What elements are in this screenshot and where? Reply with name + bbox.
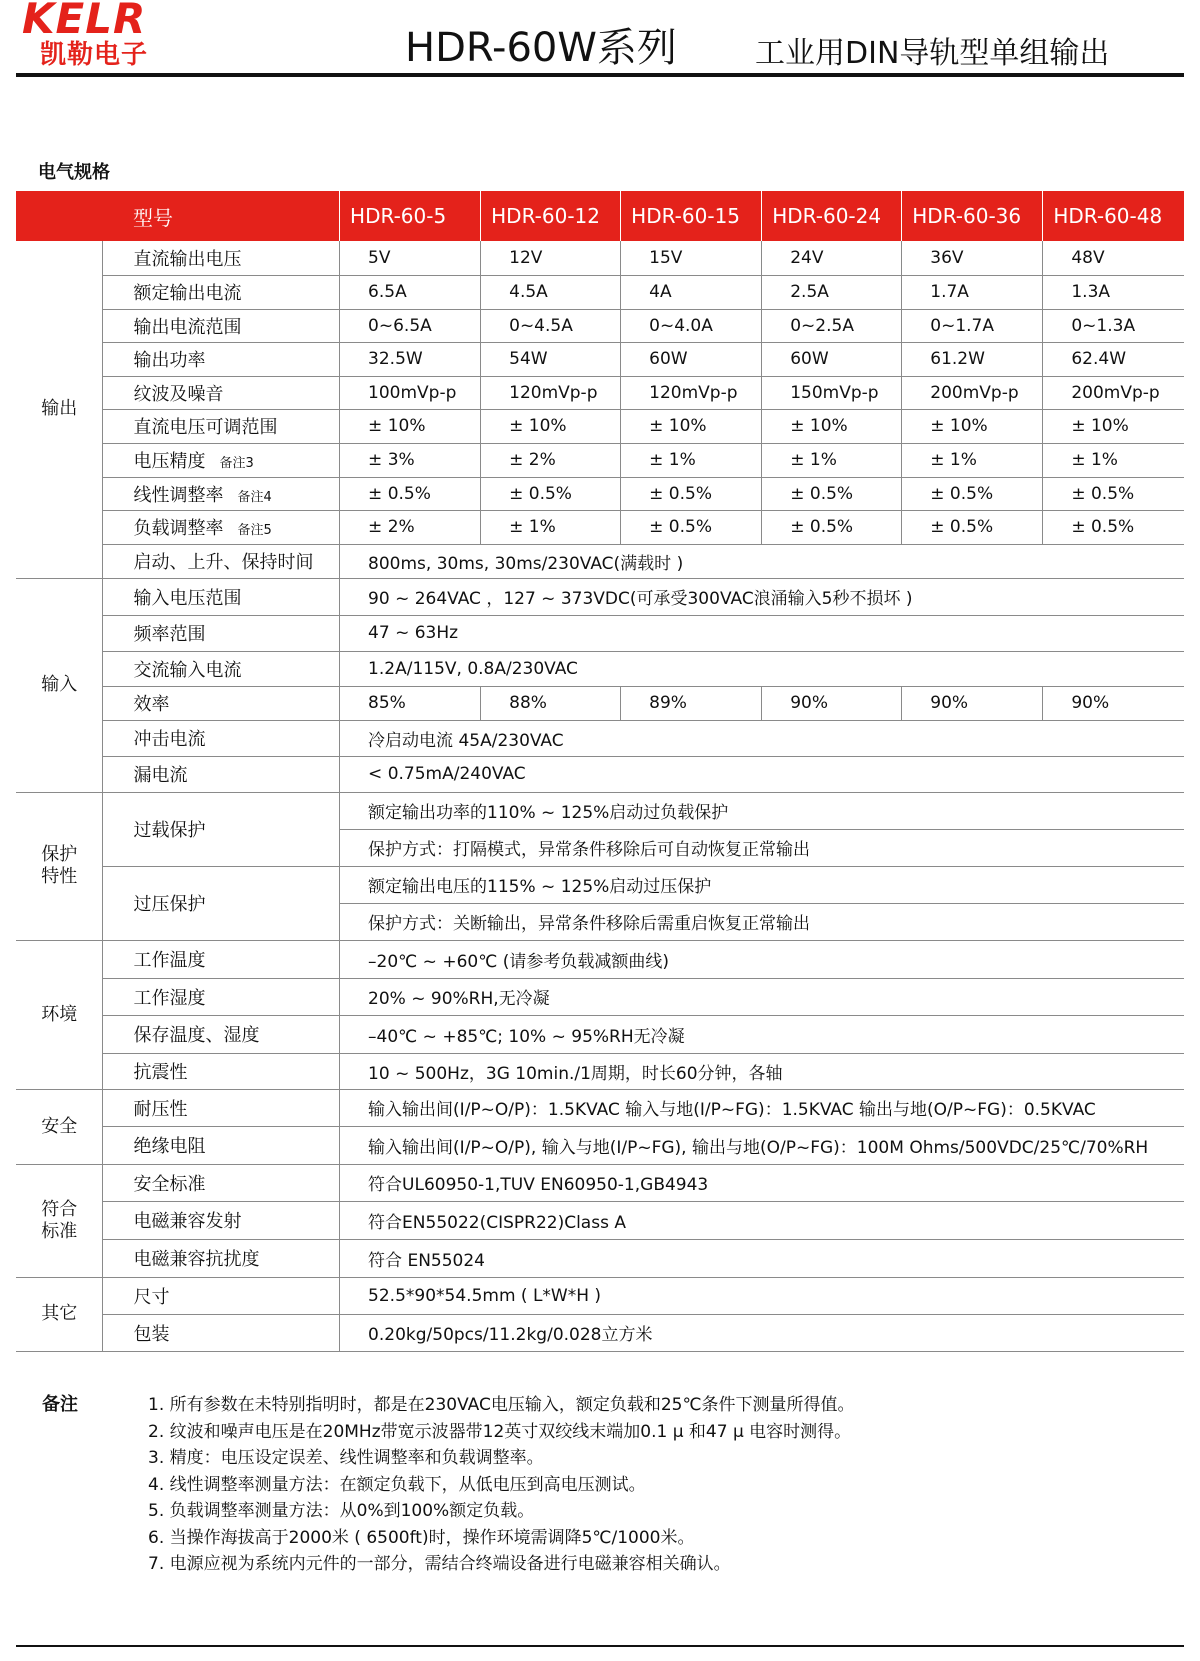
row-label-text: 额定输出电流 xyxy=(133,283,242,304)
value-cell: 54W xyxy=(481,342,621,376)
value-cell: ± 0.5% xyxy=(902,477,1043,510)
header-model-label: 型号 xyxy=(103,191,340,241)
row-label-text: 尺寸 xyxy=(133,1286,170,1308)
value-cell: ± 10% xyxy=(1043,409,1184,443)
value-cell: 2.5A xyxy=(762,275,902,309)
row-label-text: 抗震性 xyxy=(133,1062,188,1083)
header-model-hdr-60-36: HDR-60-36 xyxy=(902,191,1043,241)
row-label xyxy=(103,756,340,792)
page-header xyxy=(0,0,1200,80)
value-cell: ± 2% xyxy=(340,510,481,544)
note-reference: 备注5 xyxy=(237,523,272,538)
row-label xyxy=(103,1164,340,1201)
spanned-value-cell: 800ms, 30ms, 30ms/230VAC(满载时 ) xyxy=(340,544,1184,578)
note-item: 5. 负载调整率测量方法：从0%到100%额定负载。 xyxy=(148,1501,535,1521)
value-cell: 0~6.5A xyxy=(340,309,481,342)
category-cell xyxy=(16,792,103,940)
value-cell: 24V xyxy=(762,241,902,275)
value-cell: 4A xyxy=(621,275,762,309)
table-row xyxy=(16,443,1184,477)
note-item: 7. 电源应视为系统内元件的一部分，需结合终端设备进行电磁兼容相关确认。 xyxy=(148,1554,731,1574)
table-row xyxy=(16,978,1184,1015)
product-series-title: HDR-60W系列 xyxy=(405,25,677,71)
row-label-text: 直流电压可调范围 xyxy=(133,417,278,438)
spanned-value-cell: 0.20kg/50pcs/11.2kg/0.028立方米 xyxy=(340,1314,1184,1351)
value-cell: 0~2.5A xyxy=(762,309,902,342)
table-row xyxy=(16,1089,1184,1126)
table-row xyxy=(16,1277,1184,1314)
note-item: 1. 所有参数在未特别指明时，都是在230VAC电压输入，额定负载和25℃条件下测量所得值。 xyxy=(148,1395,855,1415)
value-cell: ± 10% xyxy=(621,409,762,443)
spanned-value-cell: 10 ~ 500Hz，3G 10min./1周期，时长60分钟，各轴 xyxy=(340,1053,1184,1089)
category-cell xyxy=(16,1089,103,1164)
category-cell xyxy=(16,578,103,792)
value-cell: 150mVp-p xyxy=(762,376,902,409)
value-cell: ± 10% xyxy=(340,409,481,443)
note-item: 4. 线性调整率测量方法：在额定负载下，从低电压到高电压测试。 xyxy=(148,1474,646,1495)
row-label xyxy=(103,409,340,443)
spanned-value-cell: –20℃ ~ +60℃ (请参考负载减额曲线) xyxy=(340,940,1184,978)
spanned-value-cell: 符合 EN55024 xyxy=(340,1239,1184,1277)
value-cell: 0~4.5A xyxy=(481,309,621,342)
table-row xyxy=(16,510,1184,544)
table-row xyxy=(16,1239,1184,1277)
header-model-hdr-60-24: HDR-60-24 xyxy=(762,191,902,241)
table-row xyxy=(16,1053,1184,1089)
row-label-text: 输出电流范围 xyxy=(133,316,242,338)
spanned-value-cell: 输入输出间(I/P~O/P)：1.5KVAC 输入与地(I/P~FG)：1.5KVAC 输出与地(O/P~FG)：0.5KVAC xyxy=(340,1089,1184,1126)
table-row xyxy=(16,409,1184,443)
table-row xyxy=(16,686,1184,720)
header-model-hdr-60-15: HDR-60-15 xyxy=(621,191,762,241)
value-cell: ± 0.5% xyxy=(340,477,481,510)
row-label-text: 工作温度 xyxy=(133,950,206,971)
row-label xyxy=(103,443,340,477)
category-cell xyxy=(16,1277,103,1351)
section-title: 电气规格 xyxy=(38,162,110,183)
category-label: 输入 xyxy=(41,674,78,695)
spanned-value-cell: 20% ~ 90%RH,无冷凝 xyxy=(340,978,1184,1015)
value-cell: ± 0.5% xyxy=(1043,477,1184,510)
table-row xyxy=(16,1015,1184,1053)
spanned-value-cell: –40℃ ~ +85℃; 10% ~ 95%RH无冷凝 xyxy=(340,1015,1184,1053)
value-cell: 90% xyxy=(902,686,1043,720)
table-row xyxy=(16,376,1184,409)
category-label: 安全 xyxy=(41,1115,78,1137)
value-cell: 60W xyxy=(762,342,902,376)
value-cell: ± 0.5% xyxy=(902,510,1043,544)
row-label xyxy=(103,1089,340,1126)
spanned-value-cell: 52.5*90*54.5mm ( L*W*H ) xyxy=(340,1277,1184,1314)
table-row xyxy=(16,578,1184,615)
row-label-text: 线性调整率 xyxy=(133,484,224,506)
value-cell: 36V xyxy=(902,241,1043,275)
spanned-value-cell: 90 ~ 264VAC ，127 ~ 373VDC(可承受300VAC浪涌输入5秒不损坏 ) xyxy=(340,578,1184,615)
value-cell: 89% xyxy=(621,686,762,720)
row-label-text: 纹波及噪音 xyxy=(133,383,224,405)
spanned-value-cell: 1.2A/115V, 0.8A/230VAC xyxy=(340,651,1184,686)
row-label-text: 工作湿度 xyxy=(133,987,206,1009)
row-label-text: 启动、上升、保持时间 xyxy=(133,552,314,573)
spanned-value-cell: 输入输出间(I/P~O/P), 输入与地(I/P~FG), 输出与地(O/P~FG)：100M Ohms/500VDC/25℃/70%RH xyxy=(340,1126,1184,1164)
spanned-value-cell: 保护方式：打隔模式，异常条件移除后可自动恢复正常输出 xyxy=(340,829,1184,866)
notes-list xyxy=(148,1392,855,1578)
value-cell: 85% xyxy=(340,686,481,720)
value-cell: 61.2W xyxy=(902,342,1043,376)
value-cell: 200mVp-p xyxy=(1043,376,1184,409)
value-cell: ± 0.5% xyxy=(621,510,762,544)
value-cell: 1.3A xyxy=(1043,275,1184,309)
category-cell xyxy=(16,241,103,578)
value-cell: 90% xyxy=(1043,686,1184,720)
table-row xyxy=(16,544,1184,578)
note-item: 2. 纹波和噪声电压是在20MHz带宽示波器带12英寸双绞线末端加0.1 μ 和47 μ 电容时测得。 xyxy=(148,1421,852,1442)
value-cell: 1.7A xyxy=(902,275,1043,309)
category-cell xyxy=(16,1164,103,1277)
value-cell: 6.5A xyxy=(340,275,481,309)
value-cell: ± 1% xyxy=(902,443,1043,477)
value-cell: ± 1% xyxy=(1043,443,1184,477)
brand-logo-text: KELR xyxy=(22,0,147,43)
row-label xyxy=(103,309,340,342)
notes-label: 备注 xyxy=(42,1394,78,1415)
value-cell: ± 0.5% xyxy=(481,477,621,510)
value-cell: ± 0.5% xyxy=(762,477,902,510)
table-row xyxy=(16,792,1184,829)
row-label-text: 输出功率 xyxy=(133,350,206,371)
row-label xyxy=(103,651,340,686)
category-label-line1: 符合 xyxy=(41,1198,78,1220)
value-cell: 62.4W xyxy=(1043,342,1184,376)
row-label-text: 电磁兼容抗扰度 xyxy=(133,1249,260,1270)
value-cell: ± 1% xyxy=(621,443,762,477)
spanned-value-cell: 保护方式：关断输出，异常条件移除后需重启恢复正常输出 xyxy=(340,903,1184,940)
note-item: 3. 精度：电压设定误差、线性调整率和负载调整率。 xyxy=(148,1448,544,1468)
table-row xyxy=(16,1201,1184,1239)
row-label-text: 包装 xyxy=(133,1323,170,1345)
row-label-text: 负载调整率 xyxy=(133,518,224,539)
header-model-hdr-60-5: HDR-60-5 xyxy=(340,191,481,241)
category-cell xyxy=(16,940,103,1089)
row-label xyxy=(103,720,340,756)
category-label-line1: 保护 xyxy=(41,844,78,865)
value-cell: ± 0.5% xyxy=(762,510,902,544)
row-label xyxy=(103,978,340,1015)
value-cell: 0~1.7A xyxy=(902,309,1043,342)
table-row xyxy=(16,342,1184,376)
row-label xyxy=(103,615,340,651)
note-reference: 备注3 xyxy=(219,456,254,471)
value-cell: 5V xyxy=(340,241,481,275)
header-model-hdr-60-12: HDR-60-12 xyxy=(481,191,621,241)
row-label xyxy=(103,1201,340,1239)
category-label-line2: 特性 xyxy=(41,866,78,887)
category-label: 环境 xyxy=(41,1003,78,1025)
row-label-text: 绝缘电阻 xyxy=(133,1136,206,1157)
value-cell: ± 1% xyxy=(762,443,902,477)
value-cell: ± 0.5% xyxy=(621,477,762,510)
value-cell: 48V xyxy=(1043,241,1184,275)
value-cell: ± 0.5% xyxy=(1043,510,1184,544)
row-label: 过压保护 xyxy=(103,866,340,940)
table-row xyxy=(16,1126,1184,1164)
row-label xyxy=(103,477,340,510)
value-cell: ± 10% xyxy=(902,409,1043,443)
note-item: 6. 当操作海拔高于2000米 ( 6500ft)时，操作环境需调降5℃/1000米。 xyxy=(148,1527,695,1548)
category-label: 输出 xyxy=(41,398,78,420)
table-row xyxy=(16,615,1184,651)
value-cell: 0~1.3A xyxy=(1043,309,1184,342)
table-row xyxy=(16,866,1184,903)
product-description: 工业用DIN导轨型单组输出 xyxy=(755,36,1110,71)
table-row xyxy=(16,477,1184,510)
spanned-value-cell: 额定输出电压的115% ~ 125%启动过压保护 xyxy=(340,866,1184,903)
row-label xyxy=(103,241,340,275)
spanned-value-cell: 符合EN55022(CISPR22)Class A xyxy=(340,1201,1184,1239)
row-label xyxy=(103,1239,340,1277)
header-blank xyxy=(16,191,103,241)
value-cell: 90% xyxy=(762,686,902,720)
value-cell: 88% xyxy=(481,686,621,720)
row-label-text: 效率 xyxy=(133,694,170,715)
spec-table xyxy=(16,191,1184,1352)
spanned-value-cell: < 0.75mA/240VAC xyxy=(340,756,1184,792)
table-header-row xyxy=(16,191,1184,241)
row-label xyxy=(103,578,340,615)
category-label-line2: 标准 xyxy=(41,1220,78,1242)
bottom-divider xyxy=(16,1645,1184,1647)
row-label-text: 输入电压范围 xyxy=(133,587,242,609)
row-label-text: 保存温度、湿度 xyxy=(133,1025,260,1046)
row-label xyxy=(103,1015,340,1053)
table-row xyxy=(16,720,1184,756)
row-label-text: 频率范围 xyxy=(133,624,206,645)
table-row xyxy=(16,1314,1184,1351)
value-cell: ± 1% xyxy=(481,510,621,544)
value-cell: 120mVp-p xyxy=(481,376,621,409)
row-label-text: 直流输出电压 xyxy=(133,248,242,270)
spanned-value-cell: 符合UL60950-1,TUV EN60950-1,GB4943 xyxy=(340,1164,1184,1201)
row-label-text: 电磁兼容发射 xyxy=(133,1211,242,1232)
note-reference: 备注4 xyxy=(237,489,272,505)
spanned-value-cell: 冷启动电流 45A/230VAC xyxy=(340,720,1184,756)
row-label-text: 安全标准 xyxy=(133,1173,206,1195)
value-cell: 4.5A xyxy=(481,275,621,309)
value-cell: 60W xyxy=(621,342,762,376)
row-label xyxy=(103,544,340,578)
value-cell: ± 10% xyxy=(762,409,902,443)
value-cell: 100mVp-p xyxy=(340,376,481,409)
table-row xyxy=(16,756,1184,792)
value-cell: ± 10% xyxy=(481,409,621,443)
row-label xyxy=(103,275,340,309)
value-cell: 200mVp-p xyxy=(902,376,1043,409)
header-model-hdr-60-48: HDR-60-48 xyxy=(1043,191,1184,241)
category-label: 其它 xyxy=(41,1303,78,1324)
table-row xyxy=(16,275,1184,309)
table-row xyxy=(16,651,1184,686)
row-label xyxy=(103,1126,340,1164)
row-label xyxy=(103,1314,340,1351)
spanned-value-cell: 47 ~ 63Hz xyxy=(340,615,1184,651)
row-label-text: 耐压性 xyxy=(133,1098,188,1120)
header-divider xyxy=(16,73,1184,77)
row-label-text: 漏电流 xyxy=(133,765,188,786)
row-label-text: 电压精度 xyxy=(133,451,206,472)
row-label-text: 冲击电流 xyxy=(133,729,206,750)
value-cell: 32.5W xyxy=(340,342,481,376)
spanned-value-cell: 额定输出功率的110% ~ 125%启动过负载保护 xyxy=(340,792,1184,829)
row-label xyxy=(103,940,340,978)
value-cell: 12V xyxy=(481,241,621,275)
row-label: 过载保护 xyxy=(103,792,340,866)
value-cell: ± 2% xyxy=(481,443,621,477)
row-label xyxy=(103,510,340,544)
value-cell: 15V xyxy=(621,241,762,275)
row-label-text: 交流输入电流 xyxy=(133,659,242,681)
row-label xyxy=(103,342,340,376)
table-row xyxy=(16,241,1184,275)
row-label xyxy=(103,376,340,409)
row-label xyxy=(103,1277,340,1314)
value-cell: 120mVp-p xyxy=(621,376,762,409)
brand-logo-chinese: 凯勒电子 xyxy=(40,40,149,70)
value-cell: 0~4.0A xyxy=(621,309,762,342)
table-row xyxy=(16,309,1184,342)
value-cell: ± 3% xyxy=(340,443,481,477)
table-row xyxy=(16,1164,1184,1201)
table-row xyxy=(16,940,1184,978)
row-label xyxy=(103,1053,340,1089)
row-label xyxy=(103,686,340,720)
